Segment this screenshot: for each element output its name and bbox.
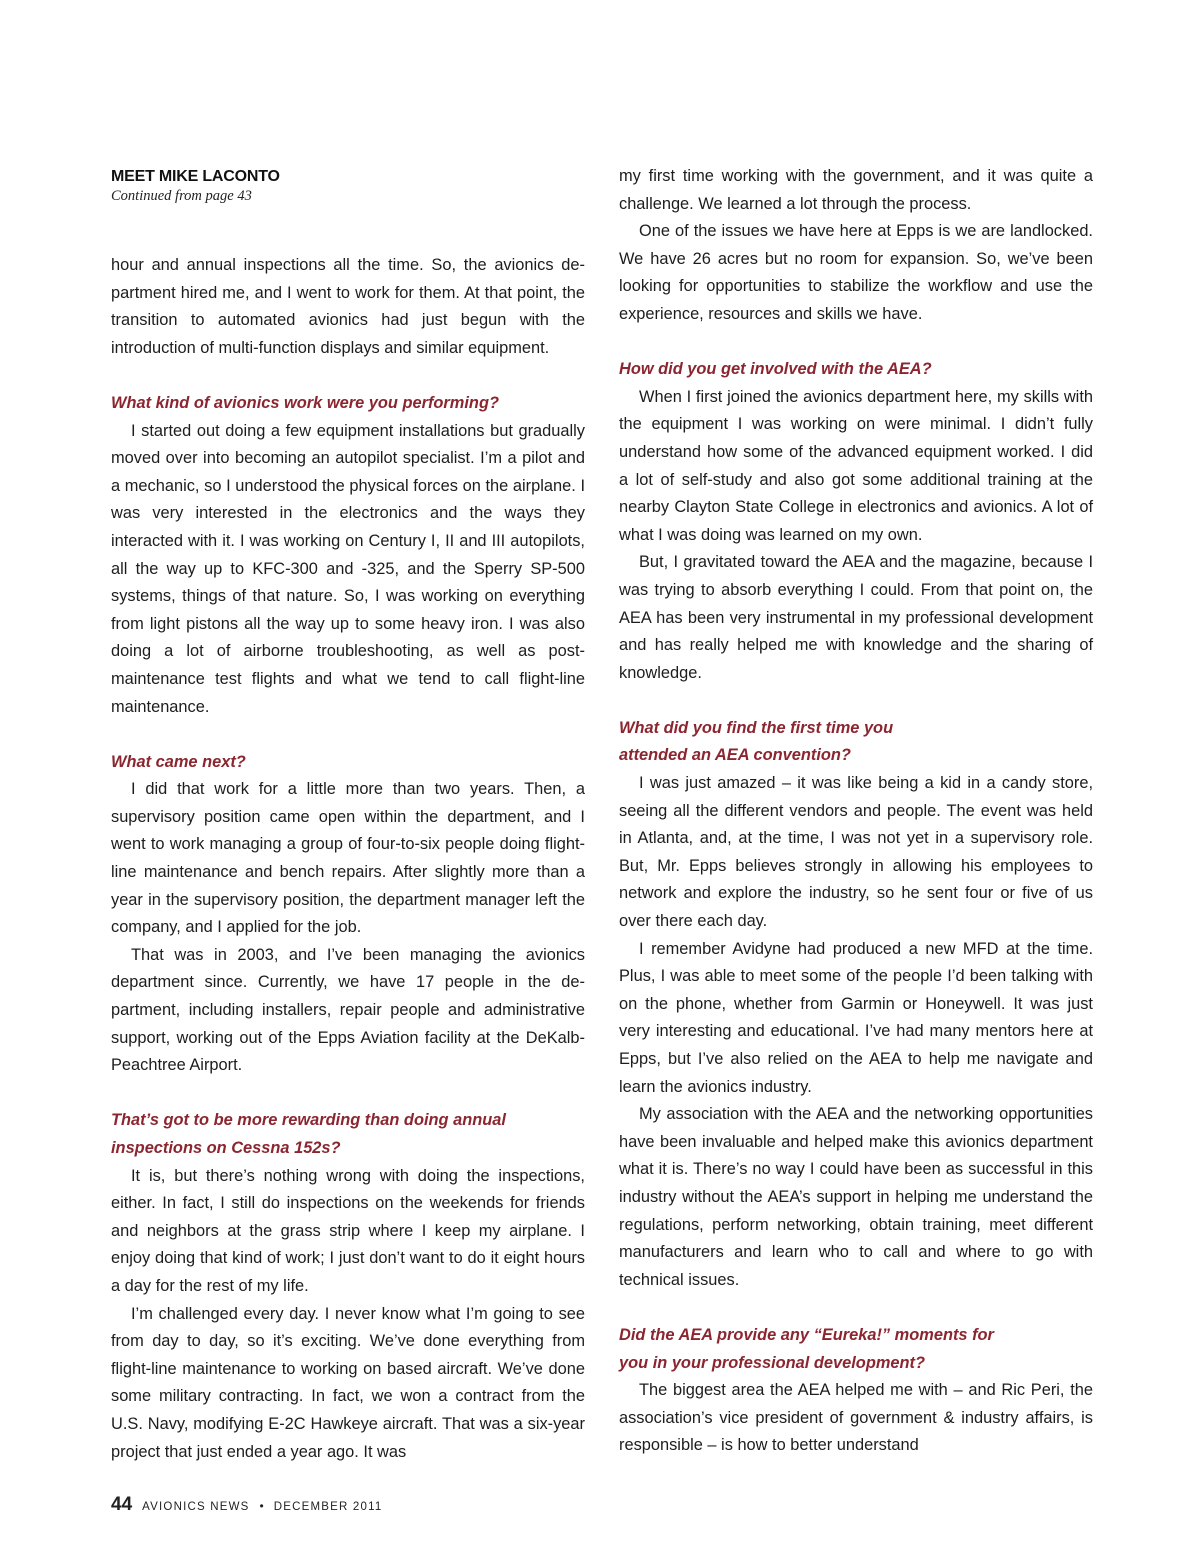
question-heading — [619, 1322, 1093, 1377]
paragraph: I’m challenged every day. I never know what I’m going to see from day to day, so it’s exciting. We’ve done everything from flight-line maintenance to working on based aircraft. We’ve done some military contracting. In fact, we won a contract from the U.S. Navy, modifying E-2C Hawkeye aircraft. That was a six-year project that just ended a year ago. It was — [111, 1304, 585, 1461]
article-kicker: MEET MIKE LACONTO — [111, 168, 280, 185]
question-heading — [111, 390, 585, 418]
page-footer — [111, 1494, 382, 1516]
question-text-line: attended an AEA convention? — [619, 746, 851, 765]
continued-from-note: Continued from page 43 — [111, 188, 252, 204]
paragraph: My association with the AEA and the networking opportunities have been invaluable and helped make this avionics department what it is. There’s no way I could have been as successful in this industry without the AEA’s support in helping me understand the regulations, perform networking, obtain training, meet different manufacturers and learn who to call and where to go with technical issues. — [619, 1105, 1093, 1289]
question-heading — [619, 715, 1093, 770]
paragraph: It is, but there’s nothing wrong with doing the inspections, either. In fact, I still do inspections on the weekends for friends and neighbors at the grass strip where I keep my airplane. I enjoy doing that kind of work; I just don’t want to do it eight hours a day for the rest of my life. — [111, 1166, 585, 1295]
right-column — [619, 163, 1093, 1460]
paragraph: The biggest area the AEA helped me with – and Ric Peri, the association’s vice president of government & industry affairs, is responsible – is how to better understand — [619, 1381, 1093, 1455]
question-text-line: inspections on Cessna 152s? — [111, 1139, 341, 1157]
paragraph: my first time working with the government, and it was quite a challenge. We learned a lot through the process. — [619, 167, 1093, 213]
question-text-line: Did the AEA provide any “Eureka!” moments for — [619, 1325, 994, 1344]
paragraph: But, I gravitated toward the AEA and the magazine, because I was trying to absorb everything I could. From that point on, the AEA has been very instrumental in my professional development and has really helped me with knowledge and the sharing of knowledge. — [619, 553, 1093, 682]
question-text: What came next? — [111, 752, 246, 771]
question-heading — [111, 749, 585, 777]
question-text-line: That’s got to be more rewarding than doing annual — [111, 1111, 506, 1130]
page-number: 44 — [111, 1494, 133, 1515]
question-heading — [619, 356, 1093, 384]
paragraph: I remember Avidyne had produced a new MFD at the time. Plus, I was able to meet some of the people I’d been talking with on the phone, whether from Garmin or Honeywell. It was just very interesting and educational. I’ve had many mentors here at Epps, but I’ve also relied on the AEA to help me navigate and learn the avionics industry. — [619, 939, 1093, 1096]
bullet-separator: • — [259, 1499, 264, 1513]
question-text-line: you in your professional development? — [619, 1353, 926, 1372]
paragraph: One of the issues we have here at Epps is we are landlocked. We have 26 acres but no room for expansion. So, we’ve been looking for opportunities to stabilize the workflow and use the experience, resources and skills we have. — [619, 222, 1093, 323]
paragraph: When I first joined the avionics department here, my skills with the equipment I was working on were minimal. I didn’t fully understand how some of the advanced equipment worked. I did a lot of self-study and also got some additional training at the nearby Clayton State College in electronics and avionics. A lot of what I was doing was learned on my own. — [619, 387, 1093, 544]
paragraph: I did that work for a little more than two years. Then, a supervisory position came open within the department, and I went to work managing a group of four-to-six people doing flight-line maintenance and bench repairs. After slightly more than a year in the supervisory position, the department manager left the company, and I applied for the job. — [111, 780, 585, 937]
question-text: How did you get involved with the AEA? — [619, 360, 932, 379]
paragraph: That was in 2003, and I’ve been managing the avionics department since. Currently, we have 17 people in the department, including installers, repair people and administrative support, working out of the Epps Aviation facility at the DeKalb-Peachtree Airport. — [111, 945, 585, 1075]
question-text-line: What did you find the first time you — [619, 718, 894, 737]
magazine-name: AVIONICS NEWS — [142, 1501, 250, 1513]
left-column — [111, 163, 585, 1466]
issue-date: DECEMBER 2011 — [273, 1501, 383, 1513]
question-heading — [111, 1107, 585, 1162]
paragraph: I started out doing a few equipment installations but gradually moved over into becoming an autopilot specialist. I’m a pilot and a mechanic, so I understood the physical forces on the airplane. I was very interested in the electronics and the ways they interacted with it. I was working on Century I, II and III autopilots, all the way up to KFC-300 and -325, and the Sperry SP-500 systems, things of that nature. So, I was working on everything from light pistons all the way up to some heavy iron. I was also doing a lot of airborne troubleshooting, as well as post-maintenance test flights and what we tend to call flight-line maintenance. — [111, 421, 585, 716]
paragraph: hour and annual inspections all the time. So, the avionics department hired me, and I went to work for them. At that point, the transition to automated avionics had just begun with the introduction of multi-function displays and similar equipment. — [111, 256, 585, 357]
paragraph: I was just amazed – it was like being a kid in a candy store, seeing all the different vendors and people. The event was held in Atlanta, and, at the time, I was not yet in a supervisory role. But, Mr. Epps believes strongly in allowing his employees to network and explore the industry, so he sent four or five of us over there each day. — [619, 774, 1093, 931]
question-text: What kind of avionics work were you performing? — [111, 393, 499, 412]
